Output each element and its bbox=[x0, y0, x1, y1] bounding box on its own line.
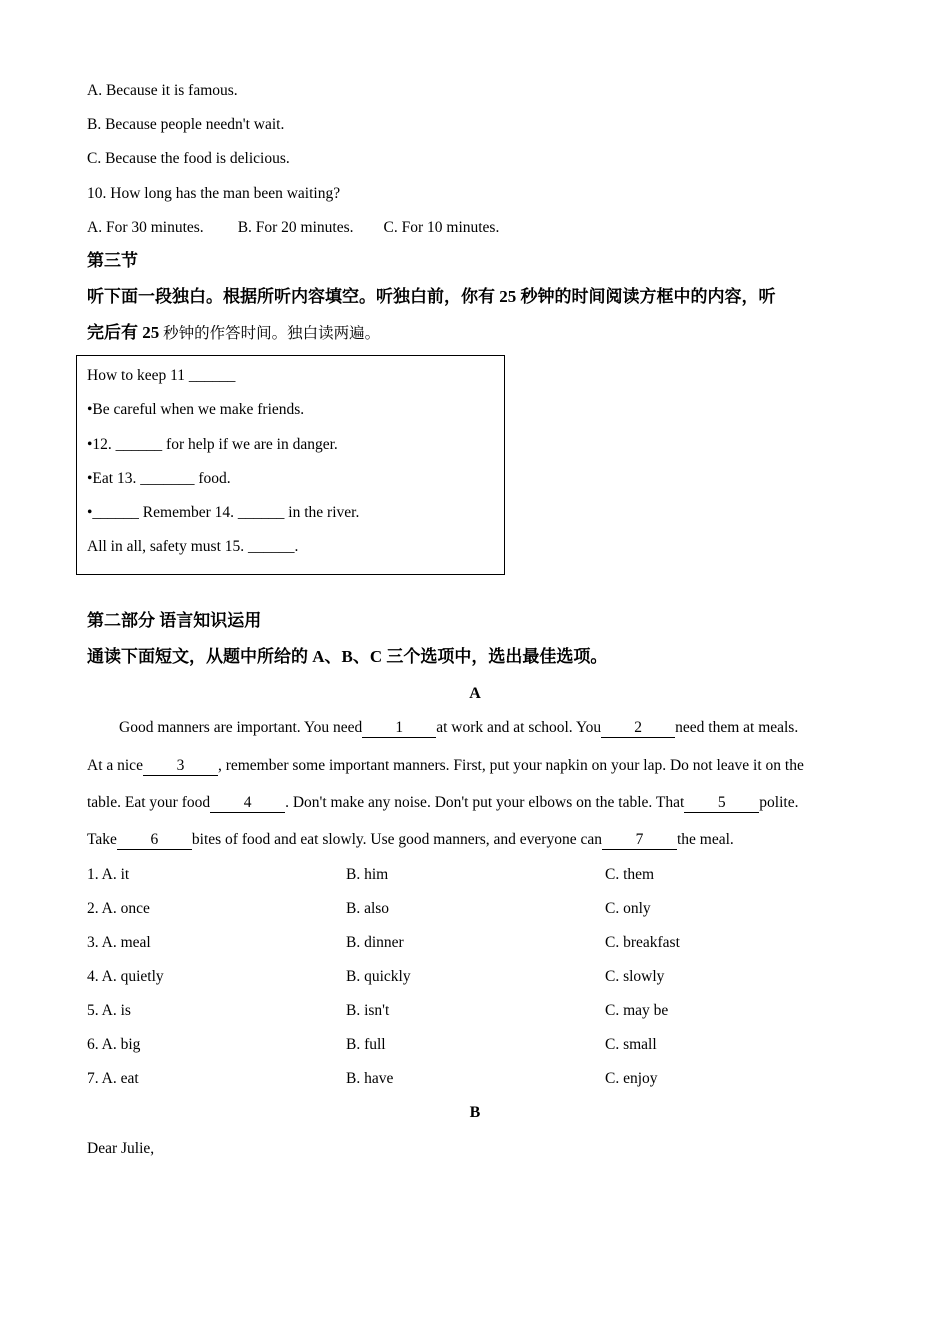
passage-text: Take bbox=[87, 831, 117, 848]
box-line-4: •Eat 13. _______ food. bbox=[87, 470, 231, 487]
passage-text: Good manners are important. You need bbox=[119, 719, 363, 736]
blank-6: 6 bbox=[117, 831, 192, 850]
q9-option-c: C. Because the food is delicious. bbox=[87, 150, 290, 167]
blank-7: 7 bbox=[602, 831, 677, 850]
part2-title: 第二部分 语言知识运用 bbox=[87, 611, 262, 630]
section3-instruction-rest: 秒钟的作答时间。独白读两遍。 bbox=[159, 325, 381, 342]
box-line-2: •Be careful when we make friends. bbox=[87, 401, 305, 418]
q9-option-b: B. Because people needn't wait. bbox=[87, 116, 285, 133]
passage-text: At a nice bbox=[87, 757, 143, 774]
q10-option-a: A. For 30 minutes. bbox=[87, 219, 204, 236]
blank-3: 3 bbox=[143, 757, 218, 776]
box-line-3: •12. ______ for help if we are in danger. bbox=[87, 436, 338, 453]
passage-a-line-1 bbox=[119, 718, 798, 738]
passage-text: the meal. bbox=[676, 831, 734, 848]
blank-4: 4 bbox=[210, 794, 285, 813]
passage-text: at work and at school. You bbox=[436, 719, 602, 736]
passage-text: need them at meals. bbox=[675, 719, 799, 736]
choice-3-c: C. breakfast bbox=[605, 934, 680, 951]
choice-1-b: B. him bbox=[346, 866, 389, 883]
choice-7-a: 7. A. eat bbox=[87, 1070, 139, 1087]
choice-5-c: C. may be bbox=[605, 1002, 669, 1019]
choice-3-b: B. dinner bbox=[346, 934, 404, 951]
choice-7-c: C. enjoy bbox=[605, 1070, 658, 1087]
passage-text: , remember some important manners. First, put your napkin on your lap. Do not leave it on the bbox=[217, 757, 804, 774]
choice-6-b: B. full bbox=[346, 1036, 386, 1053]
choice-2-a: 2. A. once bbox=[87, 900, 150, 917]
choice-4-a: 4. A. quietly bbox=[87, 968, 164, 985]
choice-6-c: C. small bbox=[605, 1036, 657, 1053]
box-line-6: All in all, safety must 15. ______. bbox=[87, 538, 299, 555]
box-line-5: •______ Remember 14. ______ in the river. bbox=[87, 504, 360, 521]
section3-instruction-line1: 听下面一段独白。根据所听内容填空。听独白前，你有 25 秒钟的时间阅读方框中的内容，听 bbox=[87, 287, 776, 306]
q10-option-c: C. For 10 minutes. bbox=[383, 219, 500, 236]
q10-option-b: B. For 20 minutes. bbox=[237, 219, 354, 236]
choice-4-c: C. slowly bbox=[605, 968, 665, 985]
passage-a-line-2 bbox=[87, 756, 804, 776]
listening-box bbox=[76, 355, 505, 575]
passage-text: table. Eat your food bbox=[87, 794, 211, 811]
passage-a-line-4 bbox=[87, 830, 734, 850]
choice-2-b: B. also bbox=[346, 900, 390, 917]
q9-option-a: A. Because it is famous. bbox=[87, 82, 238, 99]
part2-instruction: 通读下面短文，从题中所给的 A、B、C 三个选项中，选出最佳选项。 bbox=[87, 647, 608, 666]
box-line-1: How to keep 11 ______ bbox=[87, 367, 236, 384]
passage-a-heading: A bbox=[469, 685, 481, 702]
passage-b-heading: B bbox=[469, 1104, 481, 1121]
section3-instruction-bold: 完后有 25 bbox=[87, 323, 160, 342]
passage-text: . Don't make any noise. Don't put your elbows on the table. That bbox=[285, 794, 685, 811]
passage-a-line-3 bbox=[87, 793, 798, 813]
passage-text: polite. bbox=[759, 794, 799, 811]
q10-question: 10. How long has the man been waiting? bbox=[87, 185, 341, 202]
choice-1-c: C. them bbox=[605, 866, 655, 883]
section3-title: 第三节 bbox=[87, 251, 138, 270]
blank-5: 5 bbox=[684, 794, 759, 813]
passage-b-salutation: Dear Julie, bbox=[87, 1140, 155, 1157]
choice-7-b: B. have bbox=[346, 1070, 394, 1087]
choice-5-a: 5. A. is bbox=[87, 1002, 131, 1019]
choice-3-a: 3. A. meal bbox=[87, 934, 151, 951]
section3-instruction-line2 bbox=[87, 323, 380, 344]
blank-2: 2 bbox=[601, 719, 675, 738]
q10-options bbox=[87, 218, 499, 238]
choice-4-b: B. quickly bbox=[346, 968, 411, 985]
choice-2-c: C. only bbox=[605, 900, 651, 917]
passage-text: bites of food and eat slowly. Use good manners, and everyone can bbox=[191, 831, 602, 848]
blank-1: 1 bbox=[362, 719, 436, 738]
choice-6-a: 6. A. big bbox=[87, 1036, 141, 1053]
choice-1-a: 1. A. it bbox=[87, 866, 130, 883]
choice-5-b: B. isn't bbox=[346, 1002, 390, 1019]
